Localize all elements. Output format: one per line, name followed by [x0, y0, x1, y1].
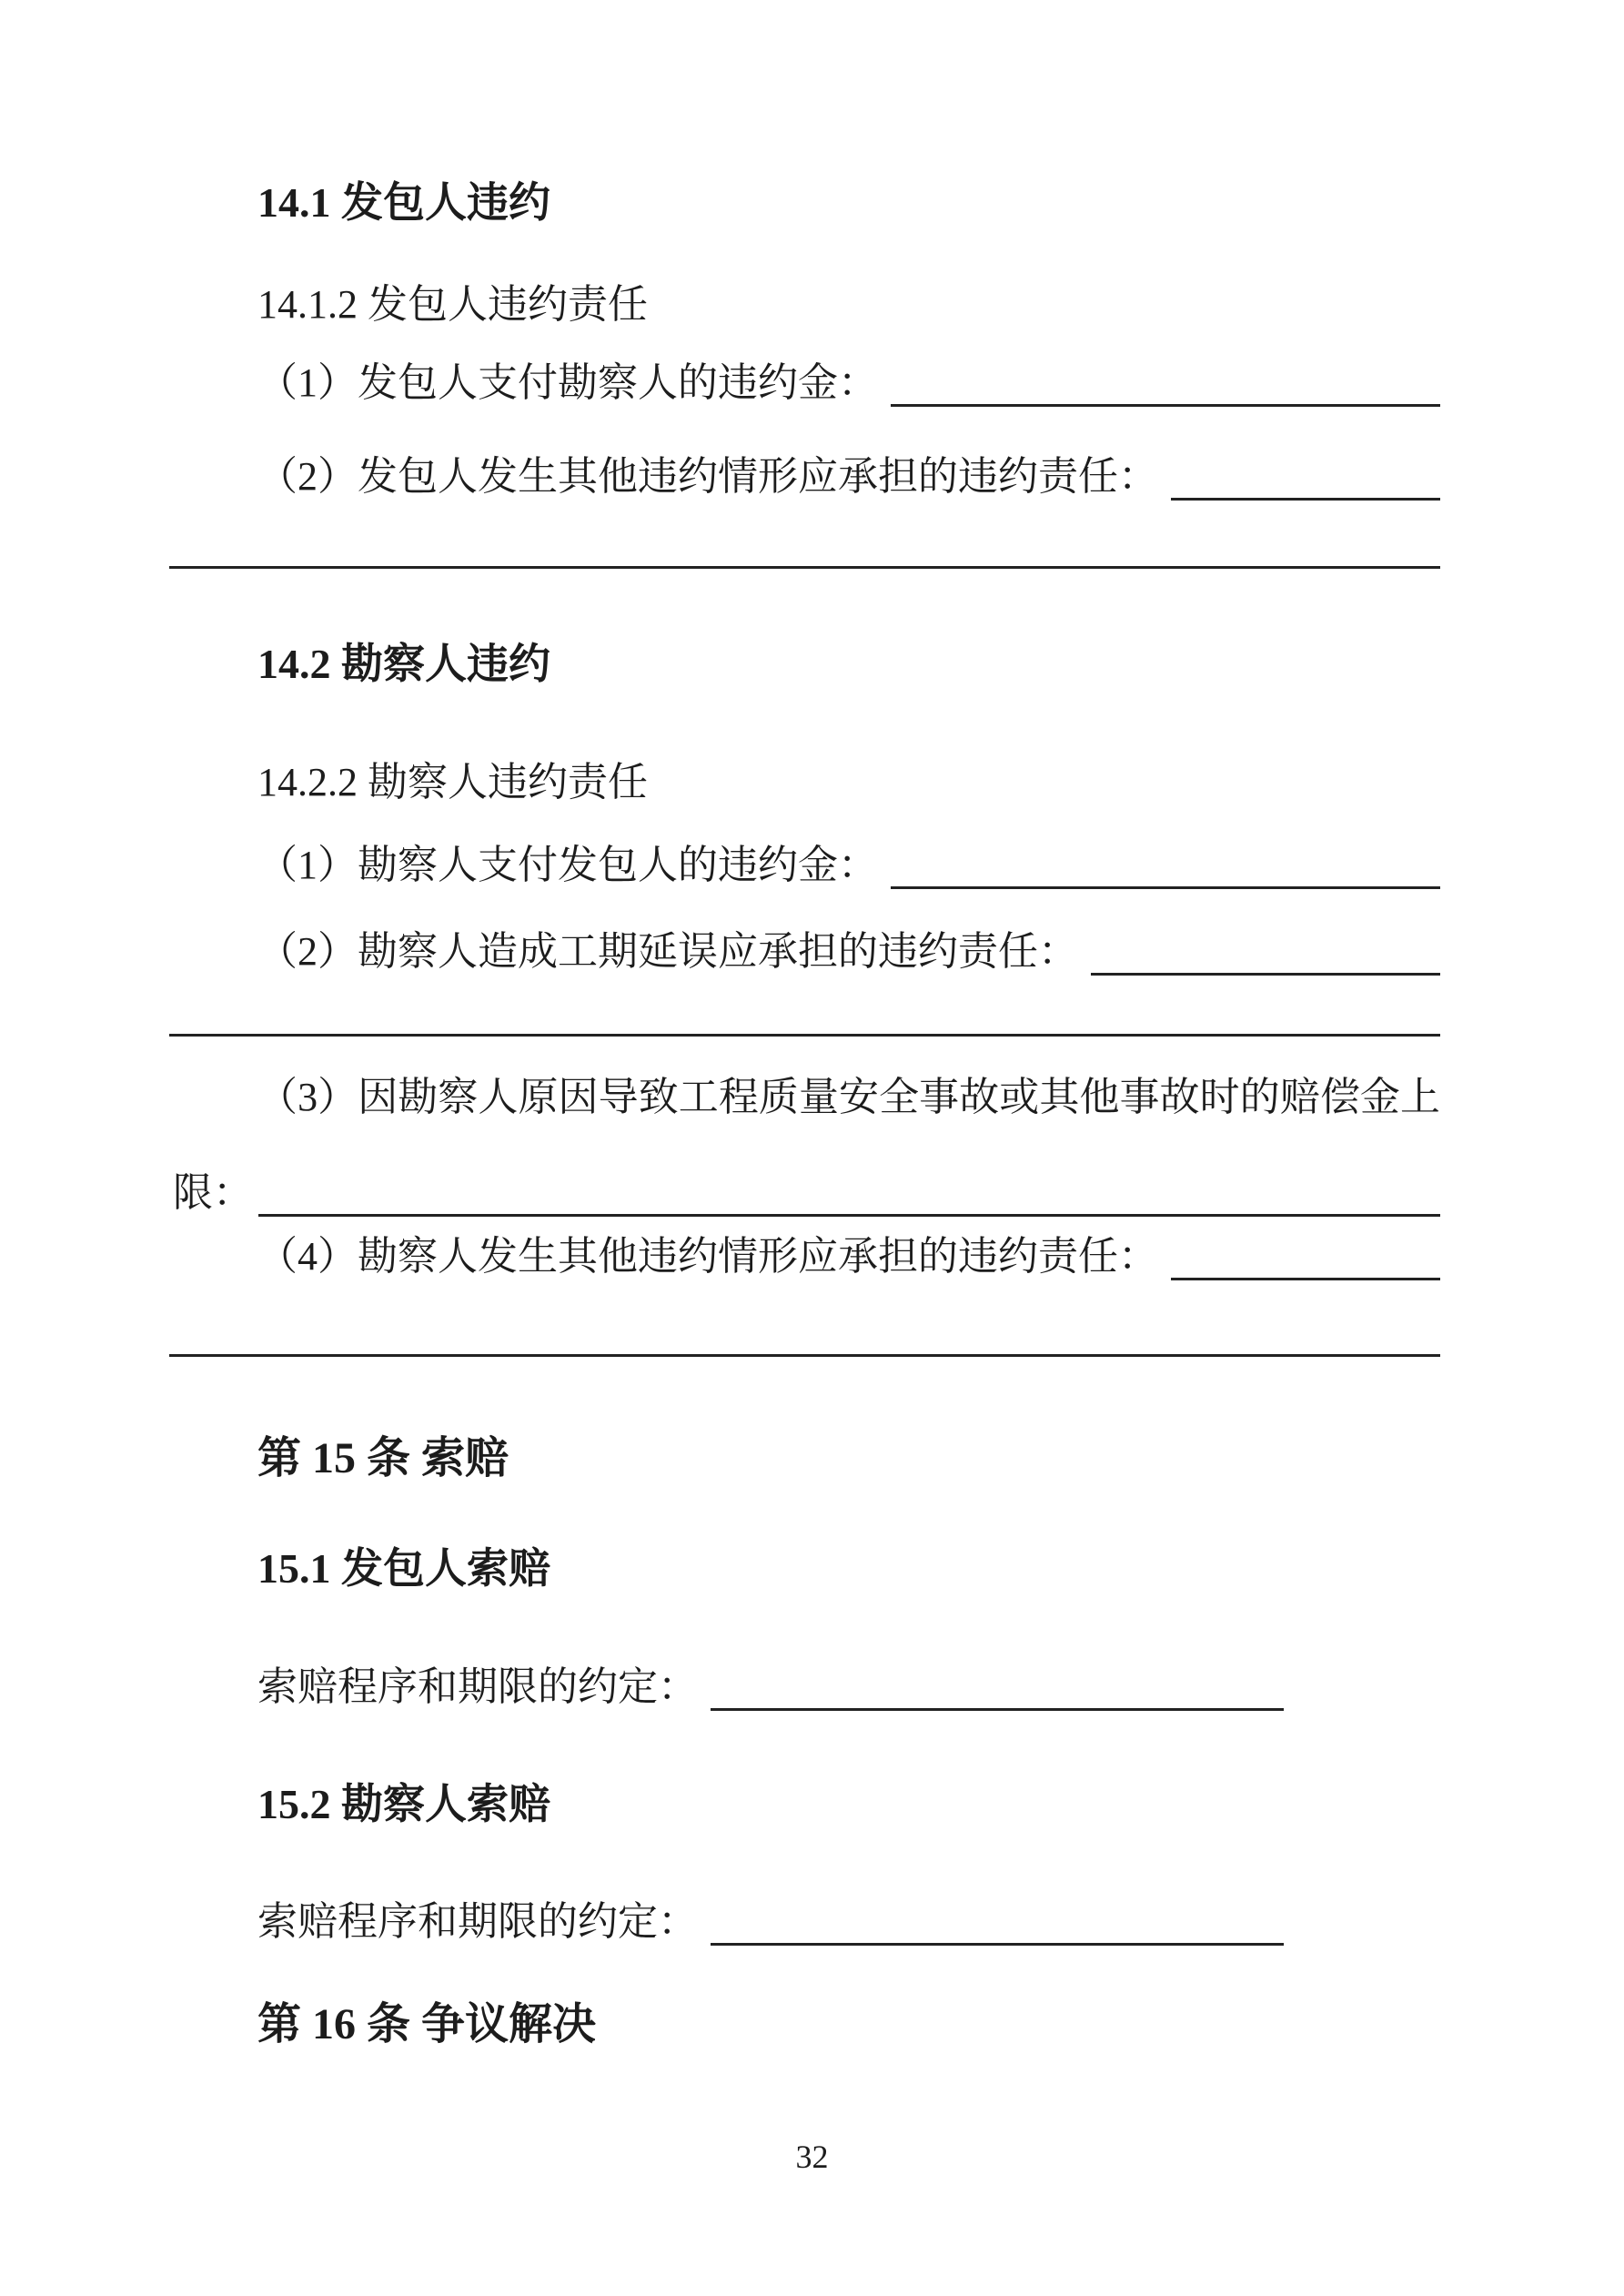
blank-field-employer-claims [711, 1664, 1284, 1711]
item-1-label: （1）勘察人支付发包人的违约金： [257, 843, 878, 887]
blank-field-employer-other-breach [1171, 453, 1440, 501]
article-16-heading: 第 16 条 争议解决 [257, 2000, 597, 2048]
section-14-1-heading: 14.1 发包人违约 [257, 179, 550, 226]
blank-field-compensation-cap [258, 1169, 1440, 1217]
blank-field-penalty-to-surveyor [891, 359, 1440, 407]
clause-14-1-2-item-2 [173, 453, 1440, 501]
blank-field-penalty-to-employer [891, 842, 1440, 889]
clause-14-2-2-heading: 14.2.2 勘察人违约责任 [257, 760, 648, 804]
clause-14-1-2-item-1 [173, 359, 1440, 407]
section-15-2-heading: 15.2 勘察人索赔 [257, 1781, 550, 1827]
item-3-wrap-label: 限： [173, 1170, 253, 1215]
clause-15-2-claims [173, 1898, 1440, 1946]
item-1-label: （1）发包人支付勘察人的违约金： [257, 360, 878, 405]
item-4-label: （4）勘察人发生其他违约情形应承担的违约责任： [257, 1234, 1158, 1279]
blank-field-surveyor-claims [711, 1898, 1284, 1946]
blank-continuation-line-3 [169, 1354, 1440, 1357]
clause-14-2-2-item-3-line-2 [173, 1169, 1440, 1217]
clause-14-2-2-item-4 [173, 1233, 1440, 1280]
clause-14-2-2-item-3-line-1 [173, 1074, 1440, 1121]
clause-14-2-2-item-1 [173, 842, 1440, 889]
section-14-2-heading: 14.2 勘察人违约 [257, 641, 550, 687]
blank-continuation-line-1 [169, 566, 1440, 569]
clause-14-2-2-item-2 [173, 928, 1440, 976]
page-number: 32 [795, 2139, 829, 2175]
blank-field-schedule-delay-liability [1091, 928, 1440, 976]
item-3-text: （3）因勘察人原因导致工程质量安全事故或其他事故时的赔偿金上 [257, 1075, 1440, 1119]
item-2-label: （2）勘察人造成工期延误应承担的违约责任： [257, 929, 1078, 974]
claims-procedure-label: 索赔程序和期限的约定： [257, 1899, 698, 1944]
clause-14-1-2-heading: 14.1.2 发包人违约责任 [257, 282, 648, 327]
clause-15-1-claims [173, 1664, 1440, 1711]
blank-field-surveyor-other-breach [1171, 1233, 1440, 1280]
item-2-label: （2）发包人发生其他违约情形应承担的违约责任： [257, 454, 1158, 499]
section-15-1-heading: 15.1 发包人索赔 [257, 1545, 550, 1592]
article-15-heading: 第 15 条 索赔 [257, 1434, 509, 1482]
blank-continuation-line-2 [169, 1034, 1440, 1037]
claims-procedure-label: 索赔程序和期限的约定： [257, 1664, 698, 1709]
